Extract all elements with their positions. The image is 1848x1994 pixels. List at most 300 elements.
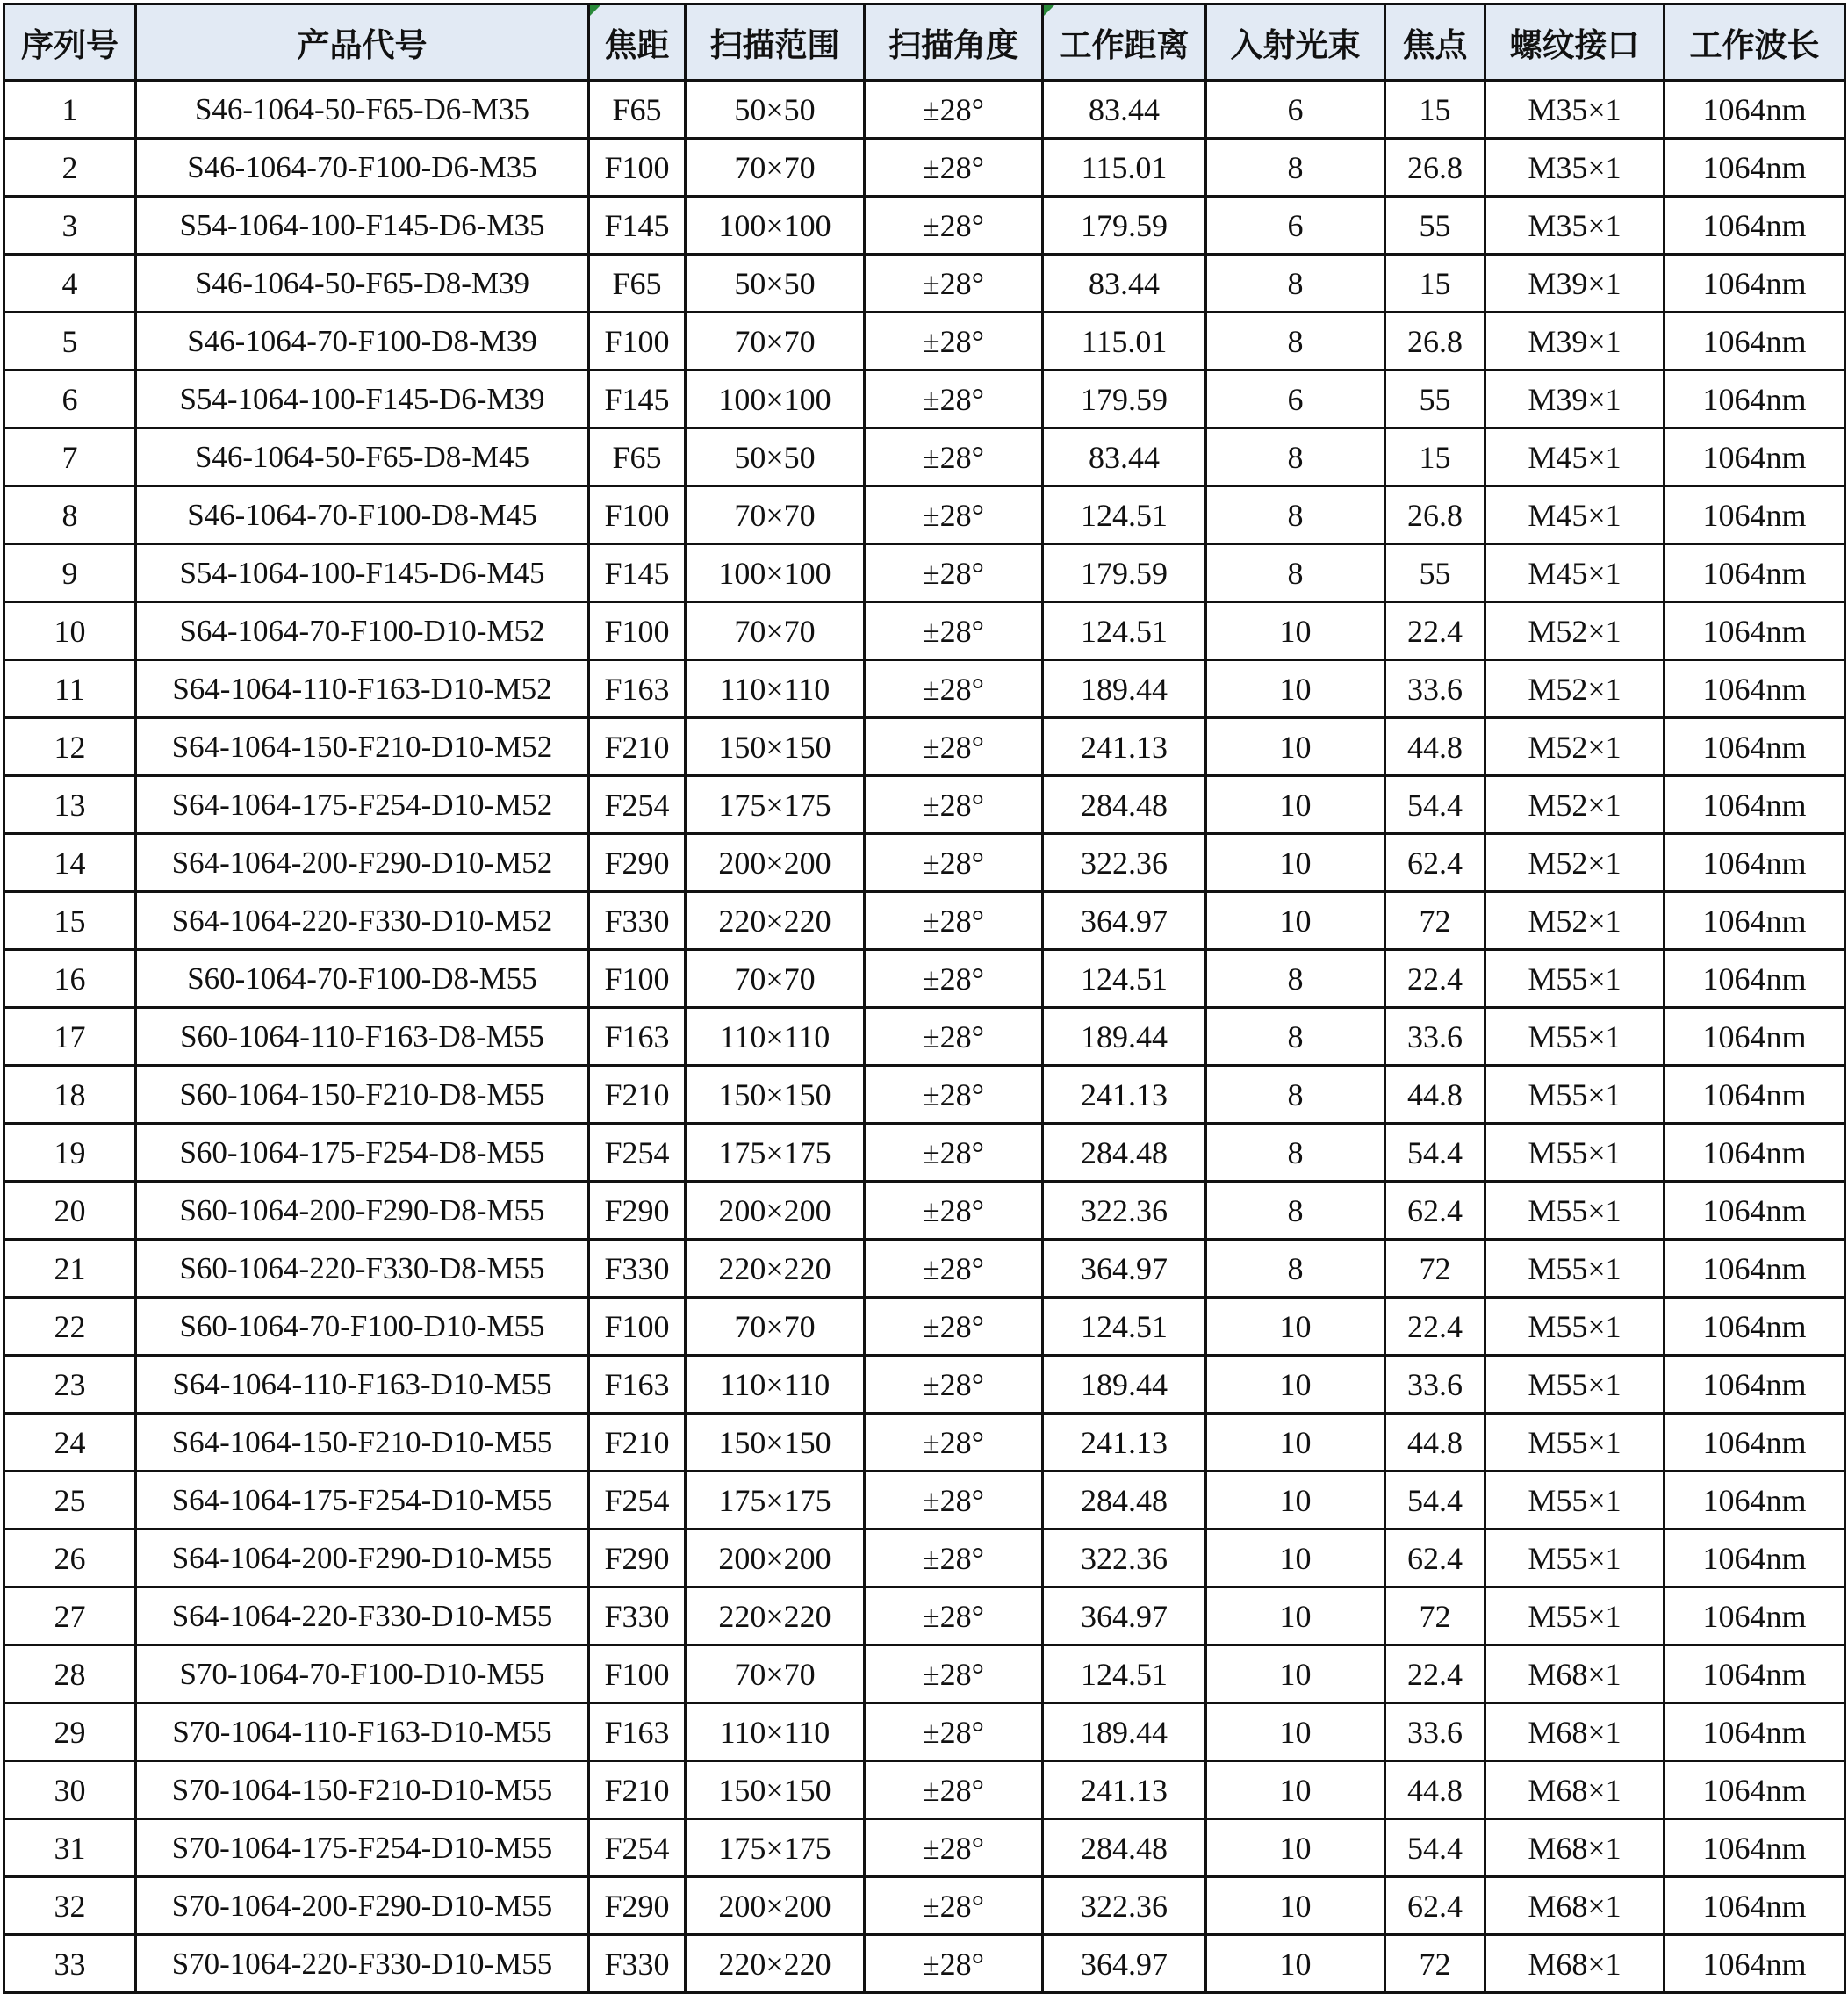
cell-product-code[interactable]: S54-1064-100-F145-D6-M45 [136,544,589,602]
cell-focal-length[interactable]: F290 [589,834,686,892]
cell-focal-length[interactable]: F65 [589,428,686,486]
cell-serial[interactable]: 18 [4,1066,136,1124]
cell-wavelength[interactable]: 1064nm [1665,1124,1845,1182]
cell-thread-interface[interactable]: M35×1 [1485,197,1665,255]
cell-scan-angle[interactable]: ±28° [865,1182,1043,1240]
cell-focal-spot[interactable]: 55 [1385,544,1485,602]
cell-wavelength[interactable]: 1064nm [1665,1008,1845,1066]
cell-focal-spot[interactable]: 44.8 [1385,1066,1485,1124]
cell-product-code[interactable]: S54-1064-100-F145-D6-M39 [136,371,589,428]
cell-thread-interface[interactable]: M52×1 [1485,834,1665,892]
cell-focal-spot[interactable]: 33.6 [1385,1008,1485,1066]
cell-scan-range[interactable]: 100×100 [686,371,865,428]
cell-working-distance[interactable]: 241.13 [1043,1066,1206,1124]
cell-focal-length[interactable]: F65 [589,81,686,139]
cell-serial[interactable]: 30 [4,1761,136,1819]
cell-focal-spot[interactable]: 26.8 [1385,313,1485,371]
cell-focal-spot[interactable]: 72 [1385,1240,1485,1298]
cell-focal-length[interactable]: F330 [589,1587,686,1645]
cell-scan-angle[interactable]: ±28° [865,255,1043,313]
cell-scan-angle[interactable]: ±28° [865,1877,1043,1935]
cell-scan-range[interactable]: 70×70 [686,313,865,371]
cell-focal-spot[interactable]: 54.4 [1385,1124,1485,1182]
cell-wavelength[interactable]: 1064nm [1665,1240,1845,1298]
cell-working-distance[interactable]: 189.44 [1043,1356,1206,1414]
cell-scan-angle[interactable]: ±28° [865,1124,1043,1182]
cell-scan-angle[interactable]: ±28° [865,1240,1043,1298]
cell-focal-spot[interactable]: 33.6 [1385,660,1485,718]
cell-serial[interactable]: 28 [4,1645,136,1703]
cell-focal-spot[interactable]: 22.4 [1385,950,1485,1008]
comment-marker-icon[interactable] [590,5,600,16]
cell-incident-beam[interactable]: 10 [1206,1935,1385,1993]
cell-scan-angle[interactable]: ±28° [865,486,1043,544]
cell-product-code[interactable]: S60-1064-200-F290-D8-M55 [136,1182,589,1240]
cell-product-code[interactable]: S70-1064-70-F100-D10-M55 [136,1645,589,1703]
cell-scan-range[interactable]: 50×50 [686,255,865,313]
cell-serial[interactable]: 21 [4,1240,136,1298]
header-cell-scan-angle[interactable] [865,4,1043,81]
cell-serial[interactable]: 20 [4,1182,136,1240]
cell-wavelength[interactable]: 1064nm [1665,313,1845,371]
cell-working-distance[interactable]: 83.44 [1043,255,1206,313]
cell-serial[interactable]: 4 [4,255,136,313]
cell-scan-angle[interactable]: ±28° [865,1587,1043,1645]
cell-incident-beam[interactable]: 6 [1206,197,1385,255]
cell-scan-angle[interactable]: ±28° [865,81,1043,139]
cell-focal-length[interactable]: F254 [589,1819,686,1877]
cell-focal-length[interactable]: F145 [589,371,686,428]
cell-focal-length[interactable]: F210 [589,1414,686,1472]
cell-scan-range[interactable]: 220×220 [686,1935,865,1993]
cell-product-code[interactable]: S46-1064-50-F65-D8-M45 [136,428,589,486]
cell-scan-angle[interactable]: ±28° [865,1414,1043,1472]
cell-product-code[interactable]: S64-1064-150-F210-D10-M55 [136,1414,589,1472]
cell-working-distance[interactable]: 124.51 [1043,1298,1206,1356]
cell-scan-angle[interactable]: ±28° [865,776,1043,834]
cell-incident-beam[interactable]: 10 [1206,1587,1385,1645]
cell-scan-angle[interactable]: ±28° [865,718,1043,776]
cell-scan-range[interactable]: 220×220 [686,892,865,950]
cell-wavelength[interactable]: 1064nm [1665,371,1845,428]
cell-focal-length[interactable]: F290 [589,1182,686,1240]
cell-focal-length[interactable]: F100 [589,313,686,371]
cell-focal-spot[interactable]: 15 [1385,81,1485,139]
cell-thread-interface[interactable]: M55×1 [1485,950,1665,1008]
cell-scan-angle[interactable]: ±28° [865,1703,1043,1761]
cell-focal-spot[interactable]: 44.8 [1385,1761,1485,1819]
cell-incident-beam[interactable]: 10 [1206,892,1385,950]
cell-thread-interface[interactable]: M55×1 [1485,1356,1665,1414]
cell-serial[interactable]: 26 [4,1530,136,1587]
cell-focal-length[interactable]: F330 [589,892,686,950]
cell-working-distance[interactable]: 124.51 [1043,602,1206,660]
cell-product-code[interactable]: S64-1064-220-F330-D10-M52 [136,892,589,950]
cell-focal-spot[interactable]: 44.8 [1385,1414,1485,1472]
cell-focal-spot[interactable]: 72 [1385,892,1485,950]
cell-incident-beam[interactable]: 8 [1206,1008,1385,1066]
cell-wavelength[interactable]: 1064nm [1665,602,1845,660]
cell-scan-range[interactable]: 110×110 [686,1703,865,1761]
cell-scan-range[interactable]: 220×220 [686,1240,865,1298]
cell-focal-length[interactable]: F100 [589,139,686,197]
cell-thread-interface[interactable]: M55×1 [1485,1182,1665,1240]
cell-working-distance[interactable]: 179.59 [1043,544,1206,602]
cell-serial[interactable]: 24 [4,1414,136,1472]
cell-incident-beam[interactable]: 8 [1206,544,1385,602]
cell-working-distance[interactable]: 124.51 [1043,950,1206,1008]
cell-serial[interactable]: 6 [4,371,136,428]
cell-scan-angle[interactable]: ±28° [865,313,1043,371]
cell-wavelength[interactable]: 1064nm [1665,1356,1845,1414]
cell-thread-interface[interactable]: M55×1 [1485,1587,1665,1645]
cell-focal-length[interactable]: F210 [589,718,686,776]
cell-serial[interactable]: 12 [4,718,136,776]
cell-thread-interface[interactable]: M55×1 [1485,1530,1665,1587]
cell-serial[interactable]: 7 [4,428,136,486]
cell-thread-interface[interactable]: M52×1 [1485,776,1665,834]
cell-focal-spot[interactable]: 44.8 [1385,718,1485,776]
cell-product-code[interactable]: S70-1064-150-F210-D10-M55 [136,1761,589,1819]
cell-incident-beam[interactable]: 10 [1206,1877,1385,1935]
cell-scan-range[interactable]: 150×150 [686,1066,865,1124]
cell-scan-angle[interactable]: ±28° [865,1298,1043,1356]
cell-wavelength[interactable]: 1064nm [1665,1182,1845,1240]
cell-scan-angle[interactable]: ±28° [865,1761,1043,1819]
header-cell-thread-interface[interactable] [1485,4,1665,81]
cell-focal-length[interactable]: F210 [589,1066,686,1124]
cell-serial[interactable]: 11 [4,660,136,718]
cell-scan-angle[interactable]: ±28° [865,950,1043,1008]
cell-thread-interface[interactable]: M39×1 [1485,255,1665,313]
cell-scan-angle[interactable]: ±28° [865,602,1043,660]
cell-serial[interactable]: 23 [4,1356,136,1414]
cell-wavelength[interactable]: 1064nm [1665,1703,1845,1761]
cell-working-distance[interactable]: 284.48 [1043,1124,1206,1182]
cell-focal-spot[interactable]: 54.4 [1385,1472,1485,1530]
header-cell-focal-spot[interactable] [1385,4,1485,81]
cell-working-distance[interactable]: 364.97 [1043,1587,1206,1645]
cell-scan-range[interactable]: 150×150 [686,718,865,776]
cell-working-distance[interactable]: 322.36 [1043,834,1206,892]
cell-focal-spot[interactable]: 26.8 [1385,139,1485,197]
cell-wavelength[interactable]: 1064nm [1665,1877,1845,1935]
cell-wavelength[interactable]: 1064nm [1665,892,1845,950]
cell-scan-range[interactable]: 175×175 [686,1472,865,1530]
cell-working-distance[interactable]: 241.13 [1043,718,1206,776]
cell-scan-range[interactable]: 110×110 [686,1356,865,1414]
cell-wavelength[interactable]: 1064nm [1665,1066,1845,1124]
header-cell-focal-length[interactable] [589,4,686,81]
cell-focal-spot[interactable]: 62.4 [1385,1182,1485,1240]
cell-focal-spot[interactable]: 55 [1385,197,1485,255]
cell-focal-length[interactable]: F100 [589,1298,686,1356]
cell-serial[interactable]: 10 [4,602,136,660]
cell-focal-length[interactable]: F254 [589,1124,686,1182]
cell-incident-beam[interactable]: 10 [1206,718,1385,776]
cell-serial[interactable]: 32 [4,1877,136,1935]
cell-product-code[interactable]: S54-1064-100-F145-D6-M35 [136,197,589,255]
cell-thread-interface[interactable]: M68×1 [1485,1645,1665,1703]
cell-serial[interactable]: 33 [4,1935,136,1993]
cell-thread-interface[interactable]: M68×1 [1485,1703,1665,1761]
cell-product-code[interactable]: S60-1064-150-F210-D8-M55 [136,1066,589,1124]
cell-product-code[interactable]: S46-1064-70-F100-D8-M39 [136,313,589,371]
cell-serial[interactable]: 25 [4,1472,136,1530]
cell-scan-range[interactable]: 110×110 [686,660,865,718]
cell-working-distance[interactable]: 322.36 [1043,1530,1206,1587]
cell-serial[interactable]: 16 [4,950,136,1008]
cell-working-distance[interactable]: 189.44 [1043,1008,1206,1066]
cell-focal-length[interactable]: F254 [589,776,686,834]
header-cell-working-distance[interactable] [1043,4,1206,81]
cell-product-code[interactable]: S64-1064-70-F100-D10-M52 [136,602,589,660]
cell-focal-spot[interactable]: 33.6 [1385,1356,1485,1414]
cell-focal-length[interactable]: F163 [589,660,686,718]
cell-wavelength[interactable]: 1064nm [1665,718,1845,776]
cell-focal-spot[interactable]: 54.4 [1385,776,1485,834]
cell-focal-spot[interactable]: 55 [1385,371,1485,428]
cell-incident-beam[interactable]: 10 [1206,602,1385,660]
cell-focal-length[interactable]: F254 [589,1472,686,1530]
cell-incident-beam[interactable]: 10 [1206,1472,1385,1530]
cell-thread-interface[interactable]: M45×1 [1485,486,1665,544]
cell-scan-range[interactable]: 200×200 [686,834,865,892]
cell-wavelength[interactable]: 1064nm [1665,776,1845,834]
cell-product-code[interactable]: S60-1064-220-F330-D8-M55 [136,1240,589,1298]
cell-wavelength[interactable]: 1064nm [1665,486,1845,544]
header-cell-wavelength[interactable] [1665,4,1845,81]
cell-thread-interface[interactable]: M35×1 [1485,81,1665,139]
cell-wavelength[interactable]: 1064nm [1665,544,1845,602]
cell-incident-beam[interactable]: 8 [1206,1240,1385,1298]
cell-focal-length[interactable]: F65 [589,255,686,313]
cell-product-code[interactable]: S46-1064-50-F65-D6-M35 [136,81,589,139]
cell-focal-length[interactable]: F100 [589,1645,686,1703]
cell-thread-interface[interactable]: M52×1 [1485,718,1665,776]
cell-scan-range[interactable]: 70×70 [686,950,865,1008]
cell-working-distance[interactable]: 115.01 [1043,139,1206,197]
cell-thread-interface[interactable]: M52×1 [1485,660,1665,718]
cell-focal-length[interactable]: F330 [589,1935,686,1993]
cell-focal-spot[interactable]: 54.4 [1385,1819,1485,1877]
cell-working-distance[interactable]: 83.44 [1043,81,1206,139]
cell-wavelength[interactable]: 1064nm [1665,1298,1845,1356]
cell-focal-length[interactable]: F163 [589,1703,686,1761]
cell-scan-range[interactable]: 200×200 [686,1877,865,1935]
cell-scan-angle[interactable]: ±28° [865,197,1043,255]
cell-wavelength[interactable]: 1064nm [1665,1530,1845,1587]
cell-incident-beam[interactable]: 10 [1206,1761,1385,1819]
cell-working-distance[interactable]: 364.97 [1043,1935,1206,1993]
cell-scan-angle[interactable]: ±28° [865,1530,1043,1587]
cell-thread-interface[interactable]: M68×1 [1485,1877,1665,1935]
cell-scan-range[interactable]: 150×150 [686,1414,865,1472]
cell-product-code[interactable]: S64-1064-110-F163-D10-M52 [136,660,589,718]
cell-thread-interface[interactable]: M55×1 [1485,1124,1665,1182]
cell-scan-range[interactable]: 175×175 [686,1819,865,1877]
cell-working-distance[interactable]: 124.51 [1043,486,1206,544]
cell-scan-angle[interactable]: ±28° [865,1472,1043,1530]
cell-product-code[interactable]: S64-1064-150-F210-D10-M52 [136,718,589,776]
cell-working-distance[interactable]: 364.97 [1043,1240,1206,1298]
cell-wavelength[interactable]: 1064nm [1665,1819,1845,1877]
cell-scan-angle[interactable]: ±28° [865,428,1043,486]
cell-focal-length[interactable]: F330 [589,1240,686,1298]
cell-incident-beam[interactable]: 10 [1206,1414,1385,1472]
header-cell-product-code[interactable] [136,4,589,81]
cell-focal-length[interactable]: F100 [589,486,686,544]
cell-product-code[interactable]: S70-1064-200-F290-D10-M55 [136,1877,589,1935]
cell-product-code[interactable]: S46-1064-70-F100-D6-M35 [136,139,589,197]
cell-scan-angle[interactable]: ±28° [865,1819,1043,1877]
cell-wavelength[interactable]: 1064nm [1665,1935,1845,1993]
cell-wavelength[interactable]: 1064nm [1665,255,1845,313]
cell-serial[interactable]: 9 [4,544,136,602]
cell-incident-beam[interactable]: 10 [1206,1645,1385,1703]
cell-serial[interactable]: 14 [4,834,136,892]
cell-focal-length[interactable]: F163 [589,1356,686,1414]
cell-serial[interactable]: 17 [4,1008,136,1066]
cell-incident-beam[interactable]: 8 [1206,139,1385,197]
cell-focal-spot[interactable]: 62.4 [1385,1530,1485,1587]
cell-thread-interface[interactable]: M45×1 [1485,428,1665,486]
cell-focal-spot[interactable]: 33.6 [1385,1703,1485,1761]
cell-serial[interactable]: 8 [4,486,136,544]
cell-incident-beam[interactable]: 10 [1206,1703,1385,1761]
cell-serial[interactable]: 19 [4,1124,136,1182]
cell-wavelength[interactable]: 1064nm [1665,834,1845,892]
cell-thread-interface[interactable]: M55×1 [1485,1240,1665,1298]
cell-working-distance[interactable]: 284.48 [1043,776,1206,834]
cell-scan-range[interactable]: 175×175 [686,1124,865,1182]
cell-working-distance[interactable]: 322.36 [1043,1182,1206,1240]
cell-thread-interface[interactable]: M35×1 [1485,139,1665,197]
cell-scan-angle[interactable]: ±28° [865,892,1043,950]
cell-scan-range[interactable]: 50×50 [686,81,865,139]
cell-product-code[interactable]: S64-1064-110-F163-D10-M55 [136,1356,589,1414]
cell-incident-beam[interactable]: 6 [1206,371,1385,428]
cell-thread-interface[interactable]: M45×1 [1485,544,1665,602]
cell-scan-angle[interactable]: ±28° [865,1356,1043,1414]
cell-wavelength[interactable]: 1064nm [1665,1645,1845,1703]
cell-focal-spot[interactable]: 22.4 [1385,1298,1485,1356]
cell-scan-range[interactable]: 50×50 [686,428,865,486]
cell-product-code[interactable]: S64-1064-175-F254-D10-M55 [136,1472,589,1530]
cell-scan-angle[interactable]: ±28° [865,1008,1043,1066]
cell-product-code[interactable]: S64-1064-175-F254-D10-M52 [136,776,589,834]
cell-incident-beam[interactable]: 8 [1206,1124,1385,1182]
cell-incident-beam[interactable]: 10 [1206,1819,1385,1877]
cell-product-code[interactable]: S60-1064-110-F163-D8-M55 [136,1008,589,1066]
cell-wavelength[interactable]: 1064nm [1665,1587,1845,1645]
cell-product-code[interactable]: S60-1064-70-F100-D10-M55 [136,1298,589,1356]
cell-thread-interface[interactable]: M55×1 [1485,1066,1665,1124]
cell-serial[interactable]: 13 [4,776,136,834]
cell-wavelength[interactable]: 1064nm [1665,1761,1845,1819]
cell-incident-beam[interactable]: 8 [1206,255,1385,313]
header-cell-incident-beam[interactable] [1206,4,1385,81]
cell-focal-spot[interactable]: 22.4 [1385,1645,1485,1703]
cell-focal-spot[interactable]: 62.4 [1385,1877,1485,1935]
cell-scan-range[interactable]: 70×70 [686,139,865,197]
cell-scan-range[interactable]: 110×110 [686,1008,865,1066]
cell-scan-angle[interactable]: ±28° [865,1066,1043,1124]
cell-focal-spot[interactable]: 62.4 [1385,834,1485,892]
cell-scan-range[interactable]: 100×100 [686,544,865,602]
cell-thread-interface[interactable]: M52×1 [1485,602,1665,660]
cell-scan-angle[interactable]: ±28° [865,1645,1043,1703]
cell-thread-interface[interactable]: M68×1 [1485,1935,1665,1993]
cell-scan-range[interactable]: 150×150 [686,1761,865,1819]
cell-scan-range[interactable]: 70×70 [686,1645,865,1703]
cell-incident-beam[interactable]: 8 [1206,486,1385,544]
cell-serial[interactable]: 1 [4,81,136,139]
cell-working-distance[interactable]: 284.48 [1043,1472,1206,1530]
header-cell-serial[interactable] [4,4,136,81]
cell-scan-angle[interactable]: ±28° [865,660,1043,718]
cell-scan-range[interactable]: 200×200 [686,1530,865,1587]
cell-thread-interface[interactable]: M39×1 [1485,371,1665,428]
cell-scan-range[interactable]: 70×70 [686,1298,865,1356]
cell-wavelength[interactable]: 1064nm [1665,660,1845,718]
cell-product-code[interactable]: S60-1064-175-F254-D8-M55 [136,1124,589,1182]
cell-incident-beam[interactable]: 10 [1206,660,1385,718]
cell-focal-spot[interactable]: 15 [1385,255,1485,313]
cell-working-distance[interactable]: 364.97 [1043,892,1206,950]
cell-scan-angle[interactable]: ±28° [865,544,1043,602]
cell-incident-beam[interactable]: 10 [1206,1356,1385,1414]
cell-thread-interface[interactable]: M55×1 [1485,1008,1665,1066]
cell-wavelength[interactable]: 1064nm [1665,1472,1845,1530]
cell-incident-beam[interactable]: 8 [1206,313,1385,371]
cell-serial[interactable]: 22 [4,1298,136,1356]
cell-working-distance[interactable]: 284.48 [1043,1819,1206,1877]
cell-incident-beam[interactable]: 10 [1206,1530,1385,1587]
cell-incident-beam[interactable]: 6 [1206,81,1385,139]
cell-focal-spot[interactable]: 72 [1385,1935,1485,1993]
cell-product-code[interactable]: S70-1064-220-F330-D10-M55 [136,1935,589,1993]
cell-scan-range[interactable]: 70×70 [686,486,865,544]
cell-focal-length[interactable]: F145 [589,544,686,602]
cell-focal-length[interactable]: F290 [589,1877,686,1935]
cell-incident-beam[interactable]: 10 [1206,776,1385,834]
cell-incident-beam[interactable]: 8 [1206,1066,1385,1124]
cell-focal-length[interactable]: F145 [589,197,686,255]
cell-product-code[interactable]: S64-1064-200-F290-D10-M52 [136,834,589,892]
cell-focal-spot[interactable]: 15 [1385,428,1485,486]
cell-product-code[interactable]: S64-1064-220-F330-D10-M55 [136,1587,589,1645]
cell-working-distance[interactable]: 124.51 [1043,1645,1206,1703]
cell-thread-interface[interactable]: M39×1 [1485,313,1665,371]
cell-thread-interface[interactable]: M55×1 [1485,1298,1665,1356]
cell-serial[interactable]: 29 [4,1703,136,1761]
cell-serial[interactable]: 31 [4,1819,136,1877]
cell-working-distance[interactable]: 115.01 [1043,313,1206,371]
cell-thread-interface[interactable]: M68×1 [1485,1819,1665,1877]
cell-working-distance[interactable]: 179.59 [1043,371,1206,428]
cell-working-distance[interactable]: 189.44 [1043,1703,1206,1761]
cell-working-distance[interactable]: 241.13 [1043,1761,1206,1819]
cell-serial[interactable]: 15 [4,892,136,950]
cell-focal-spot[interactable]: 22.4 [1385,602,1485,660]
cell-thread-interface[interactable]: M52×1 [1485,892,1665,950]
cell-focal-length[interactable]: F290 [589,1530,686,1587]
cell-scan-range[interactable]: 200×200 [686,1182,865,1240]
cell-product-code[interactable]: S46-1064-50-F65-D8-M39 [136,255,589,313]
cell-incident-beam[interactable]: 10 [1206,834,1385,892]
cell-serial[interactable]: 3 [4,197,136,255]
